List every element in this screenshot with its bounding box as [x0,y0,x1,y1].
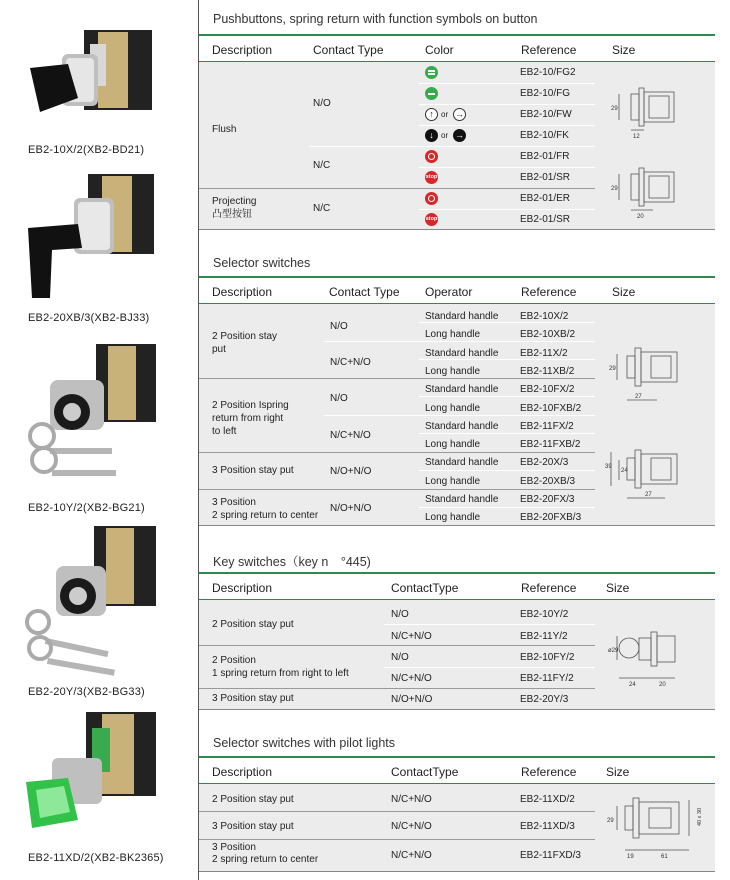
spec-tables [199,0,730,880]
dim-label: 24 [629,682,636,688]
reference: EB2-10/FG [520,88,571,99]
pushbuttons-header [199,34,715,62]
product-caption: EB2-20Y/3(XB2-BG33) [28,686,145,698]
col-description: Description [212,581,273,595]
dim-label: 29 [611,106,618,112]
desc: 3 Position stay put [212,821,294,832]
col-reference: Reference [521,581,577,595]
row-line [419,396,595,397]
selector-dimension-drawing [605,340,711,510]
row-line [419,125,595,126]
desc: 2 Position Ispring [212,400,289,411]
reference: EB2-10/FW [520,109,572,120]
desc: 3 Position stay put [212,693,294,704]
red-circle-icon [425,192,438,205]
contact-no: N/O [313,98,331,109]
reference: EB2-20FXB/3 [520,512,582,523]
col-description: Description [212,43,273,57]
key-body [199,600,715,710]
contact: N/C+N/O [391,631,432,642]
col-size: Size [612,43,636,57]
reference: EB2-20Y/3 [520,694,569,705]
dim-label: ø29 [608,648,619,654]
col-reference: Reference [521,765,577,779]
contact: N/C+N/O [391,821,432,832]
row-line [324,415,595,416]
reference: EB2-11FXD/3 [520,850,581,861]
reference: EB2-11FX/2 [520,421,574,432]
contact: N/O+N/O [330,466,372,477]
white-up-arrow-icon: ↑ [425,108,438,121]
reference: EB2-20FX/3 [520,494,575,505]
row-line [419,209,595,210]
contact: N/O+N/O [391,694,433,705]
green-bar-icon [425,87,438,100]
contact: N/O [330,321,348,332]
desc: return from right [212,413,284,424]
product-eb2-10x2 [0,20,197,160]
dim-label: 61 [661,854,668,860]
operator: Standard handle [425,311,499,322]
col-reference: Reference [521,43,577,57]
reference: EB2-11XD/2 [520,794,575,805]
white-right-arrow-icon: → [455,109,464,119]
group-line [199,452,595,453]
key-title: Key switches（key n °445) [213,555,371,569]
red-stop-icon: stop [425,171,438,184]
reference: EB2-10X/2 [520,311,569,322]
dim-label: 20 [659,682,666,688]
col-contact-type: ContactType [391,581,459,595]
selector-switch-long-image [22,170,162,300]
dim-label: 24 [621,468,628,474]
operator: Long handle [425,329,481,340]
operator: Long handle [425,512,481,523]
selector-header [199,276,715,304]
col-contact-type: ContactType [391,765,459,779]
col-operator: Operator [425,285,473,299]
operator: Standard handle [425,457,499,468]
contact: N/O [330,393,348,404]
reference: EB2-10Y/2 [520,609,569,620]
pushbuttons-title: Pushbuttons, spring return with function symbols on button [213,12,538,26]
contact-nc: N/C [313,160,331,171]
contact: N/O [391,609,409,620]
dim-label: 29 [611,186,618,192]
desc: 2 Position [212,655,256,666]
reference: EB2-11Y/2 [520,631,568,642]
desc: 2 Position stay [212,331,278,342]
group-line [199,811,595,812]
desc: 3 Position stay put [212,465,294,476]
pilot-header [199,756,715,784]
reference: EB2-01/SR [520,214,571,225]
desc: put [212,344,226,355]
product-column [0,0,197,880]
group-line [199,839,595,840]
reference: EB2-01/ER [520,193,571,204]
dim-label: 39 [605,464,612,470]
reference: EB2-11FXB/2 [520,439,581,450]
operator: Standard handle [425,421,499,432]
operator: Standard handle [425,348,499,359]
pilot-body [199,784,715,872]
group-line [199,645,595,646]
desc: 2 Position stay put [212,619,294,630]
reference: EB2-10FX/2 [520,384,575,395]
green-double-bar-icon [425,66,438,79]
key-switch-image [22,520,162,678]
desc: to left [212,426,237,437]
product-eb2-11xd2 [0,708,197,878]
row-line [309,146,595,147]
desc: 3 Position [212,842,256,853]
reference: EB2-11X/2 [520,348,568,359]
reference: EB2-10FXB/2 [520,403,582,414]
row-line [384,667,595,668]
product-caption: EB2-11XD/2(XB2-BK2365) [28,852,164,864]
dim-label: 27 [635,394,642,400]
reference: EB2-10/FG2 [520,67,576,78]
dim-label: 40 x 30 [697,807,703,826]
reference: EB2-01/FR [520,151,570,162]
selector-body [199,304,715,526]
row-line [324,341,595,342]
col-description: Description [212,285,273,299]
operator: Long handle [425,476,481,487]
group-line [199,489,595,490]
desc-projecting: Projecting [212,196,257,207]
col-reference: Reference [521,285,577,299]
operator: Standard handle [425,494,499,505]
key-dimension-drawing [605,616,705,696]
row-line [419,507,595,508]
contact: N/O [391,652,409,663]
row-line [419,167,595,168]
reference: EB2-10FY/2 [520,652,575,663]
contact: N/O+N/O [330,503,372,514]
dim-label: 29 [607,818,614,824]
desc-projecting-cn: 凸型按钮 [212,209,252,220]
product-eb2-10y2 [0,340,197,514]
contact: N/C+N/O [391,673,432,684]
reference: EB2-01/SR [520,172,571,183]
desc: 3 Position [212,497,256,508]
col-contact-type: Contact Type [313,43,384,57]
group-line [199,688,595,689]
contact: N/C+N/O [330,430,371,441]
black-down-arrow-icon: ↓ [425,129,438,142]
desc: 2 spring return to center [212,510,319,521]
product-caption: EB2-10X/2(XB2-BD21) [28,144,145,156]
desc: 2 spring return to center [212,854,319,865]
operator: Long handle [425,439,481,450]
or-label: or [441,131,449,140]
operator: Long handle [425,366,481,377]
dim-label: 29 [609,366,616,372]
reference: EB2-20XB/3 [520,476,576,487]
contact-nc: N/C [313,203,331,214]
pilot-title: Selector switches with pilot lights [213,736,396,750]
col-description: Description [212,765,273,779]
product-caption: EB2-20XB/3(XB2-BJ33) [28,312,150,324]
product-caption: EB2-10Y/2(XB2-BG21) [28,502,145,514]
reference: EB2-20X/3 [520,457,569,468]
dim-label: 12 [633,134,640,140]
reference: EB2-10/FK [520,130,569,141]
contact: N/C+N/O [391,850,432,861]
operator: Long handle [425,403,481,414]
key-header [199,572,715,600]
selector-switch-image [22,20,162,138]
pushbutton-dimension-drawing [607,68,707,228]
operator: Standard handle [425,384,499,395]
pushbuttons-body [199,62,715,230]
reference: EB2-10XB/2 [520,329,576,340]
desc: 2 Position stay put [212,794,294,805]
row-line [419,104,595,105]
dim-label: 20 [637,214,644,220]
row-line [419,83,595,84]
col-size: Size [612,285,636,299]
group-line [199,378,595,379]
col-size: Size [606,765,630,779]
contact: N/C+N/O [330,357,371,368]
red-circle-icon [425,150,438,163]
or-label: or [441,110,449,119]
dim-label: 19 [627,854,634,860]
black-right-arrow-icon: → [455,130,464,140]
row-line [419,433,595,434]
key-switch-image [22,340,162,490]
dim-label: 27 [645,492,652,498]
desc-flush: Flush [212,124,237,135]
red-stop-icon: stop [425,213,438,226]
selector-title: Selector switches [213,256,311,270]
reference: EB2-11XD/3 [520,821,575,832]
col-contact-type: Contact Type [329,285,400,299]
reference: EB2-11FY/2 [520,673,574,684]
col-color: Color [425,43,454,57]
product-eb2-20y3 [0,520,197,700]
desc: 1 spring return from right to left [212,668,349,679]
product-eb2-20xb3 [0,170,197,330]
pilot-dimension-drawing [603,792,711,868]
group-line [199,188,595,189]
row-line [384,624,595,625]
row-line [419,470,595,471]
contact: N/C+N/O [391,794,432,805]
reference: EB2-11XB/2 [520,366,575,377]
col-size: Size [606,581,630,595]
illuminated-selector-image [22,708,162,836]
